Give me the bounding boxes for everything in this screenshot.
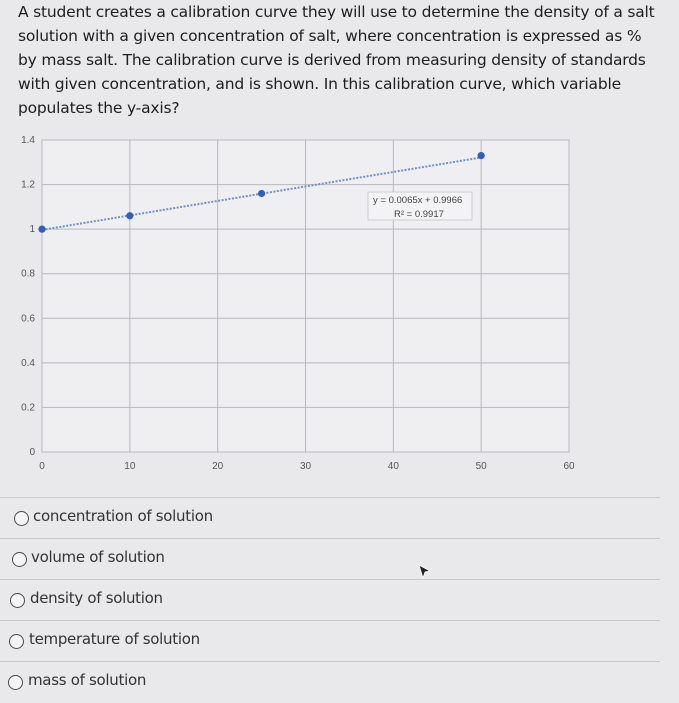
option-label: temperature of solution <box>29 630 200 648</box>
option-concentration[interactable] <box>0 497 660 539</box>
y-tick-label: 1 <box>29 224 35 236</box>
x-tick-labels <box>39 461 575 472</box>
mouse-cursor-icon <box>418 564 432 580</box>
y-tick-label: 0.6 <box>21 313 35 325</box>
radio-button[interactable] <box>9 634 24 649</box>
data-point <box>258 190 265 197</box>
y-tick-label: 0 <box>29 447 35 458</box>
x-tick-label: 0 <box>39 461 45 472</box>
y-tick-label: 1.4 <box>21 135 35 146</box>
option-volume[interactable] <box>0 538 660 580</box>
y-tick-label: 1.2 <box>21 179 35 191</box>
x-tick-label: 40 <box>387 461 399 472</box>
chart-svg <box>0 130 679 490</box>
option-temperature[interactable] <box>0 620 660 662</box>
equation-box <box>368 192 472 220</box>
x-tick-label: 60 <box>563 461 575 472</box>
y-tick-label: 0.4 <box>21 357 35 369</box>
equation-label: y = 0.0065x + 0.9966 <box>373 195 463 206</box>
radio-button[interactable] <box>12 552 27 567</box>
calibration-chart <box>0 130 679 490</box>
option-label: mass of solution <box>28 671 147 689</box>
option-mass[interactable] <box>0 661 660 703</box>
data-point <box>478 152 485 159</box>
x-tick-label: 30 <box>299 461 312 472</box>
x-tick-label: 10 <box>124 461 136 472</box>
y-tick-label: 0.2 <box>21 402 35 414</box>
option-label: concentration of solution <box>33 507 213 525</box>
x-tick-label: 50 <box>475 461 487 472</box>
radio-button[interactable] <box>8 675 23 690</box>
option-label: density of solution <box>30 589 163 607</box>
y-tick-label: 0.8 <box>21 268 35 280</box>
data-point <box>38 226 45 233</box>
radio-button[interactable] <box>14 511 29 526</box>
question-text: A student creates a calibration curve they will use to determine the density of a salt solution with a given concentration of salt, where concentration is expressed as % by mass salt. The calibration curve is derived from measuring density of standards with given concentration, and is shown. In this calibration curve, which variable populates the y-axis? <box>18 3 655 117</box>
y-tick-labels <box>21 135 35 458</box>
option-density[interactable] <box>0 579 660 621</box>
r-squared-label: R² = 0.9917 <box>394 209 444 220</box>
x-tick-label: 20 <box>212 461 224 472</box>
data-point <box>126 212 133 219</box>
option-label: volume of solution <box>31 548 165 566</box>
radio-button[interactable] <box>10 593 25 608</box>
